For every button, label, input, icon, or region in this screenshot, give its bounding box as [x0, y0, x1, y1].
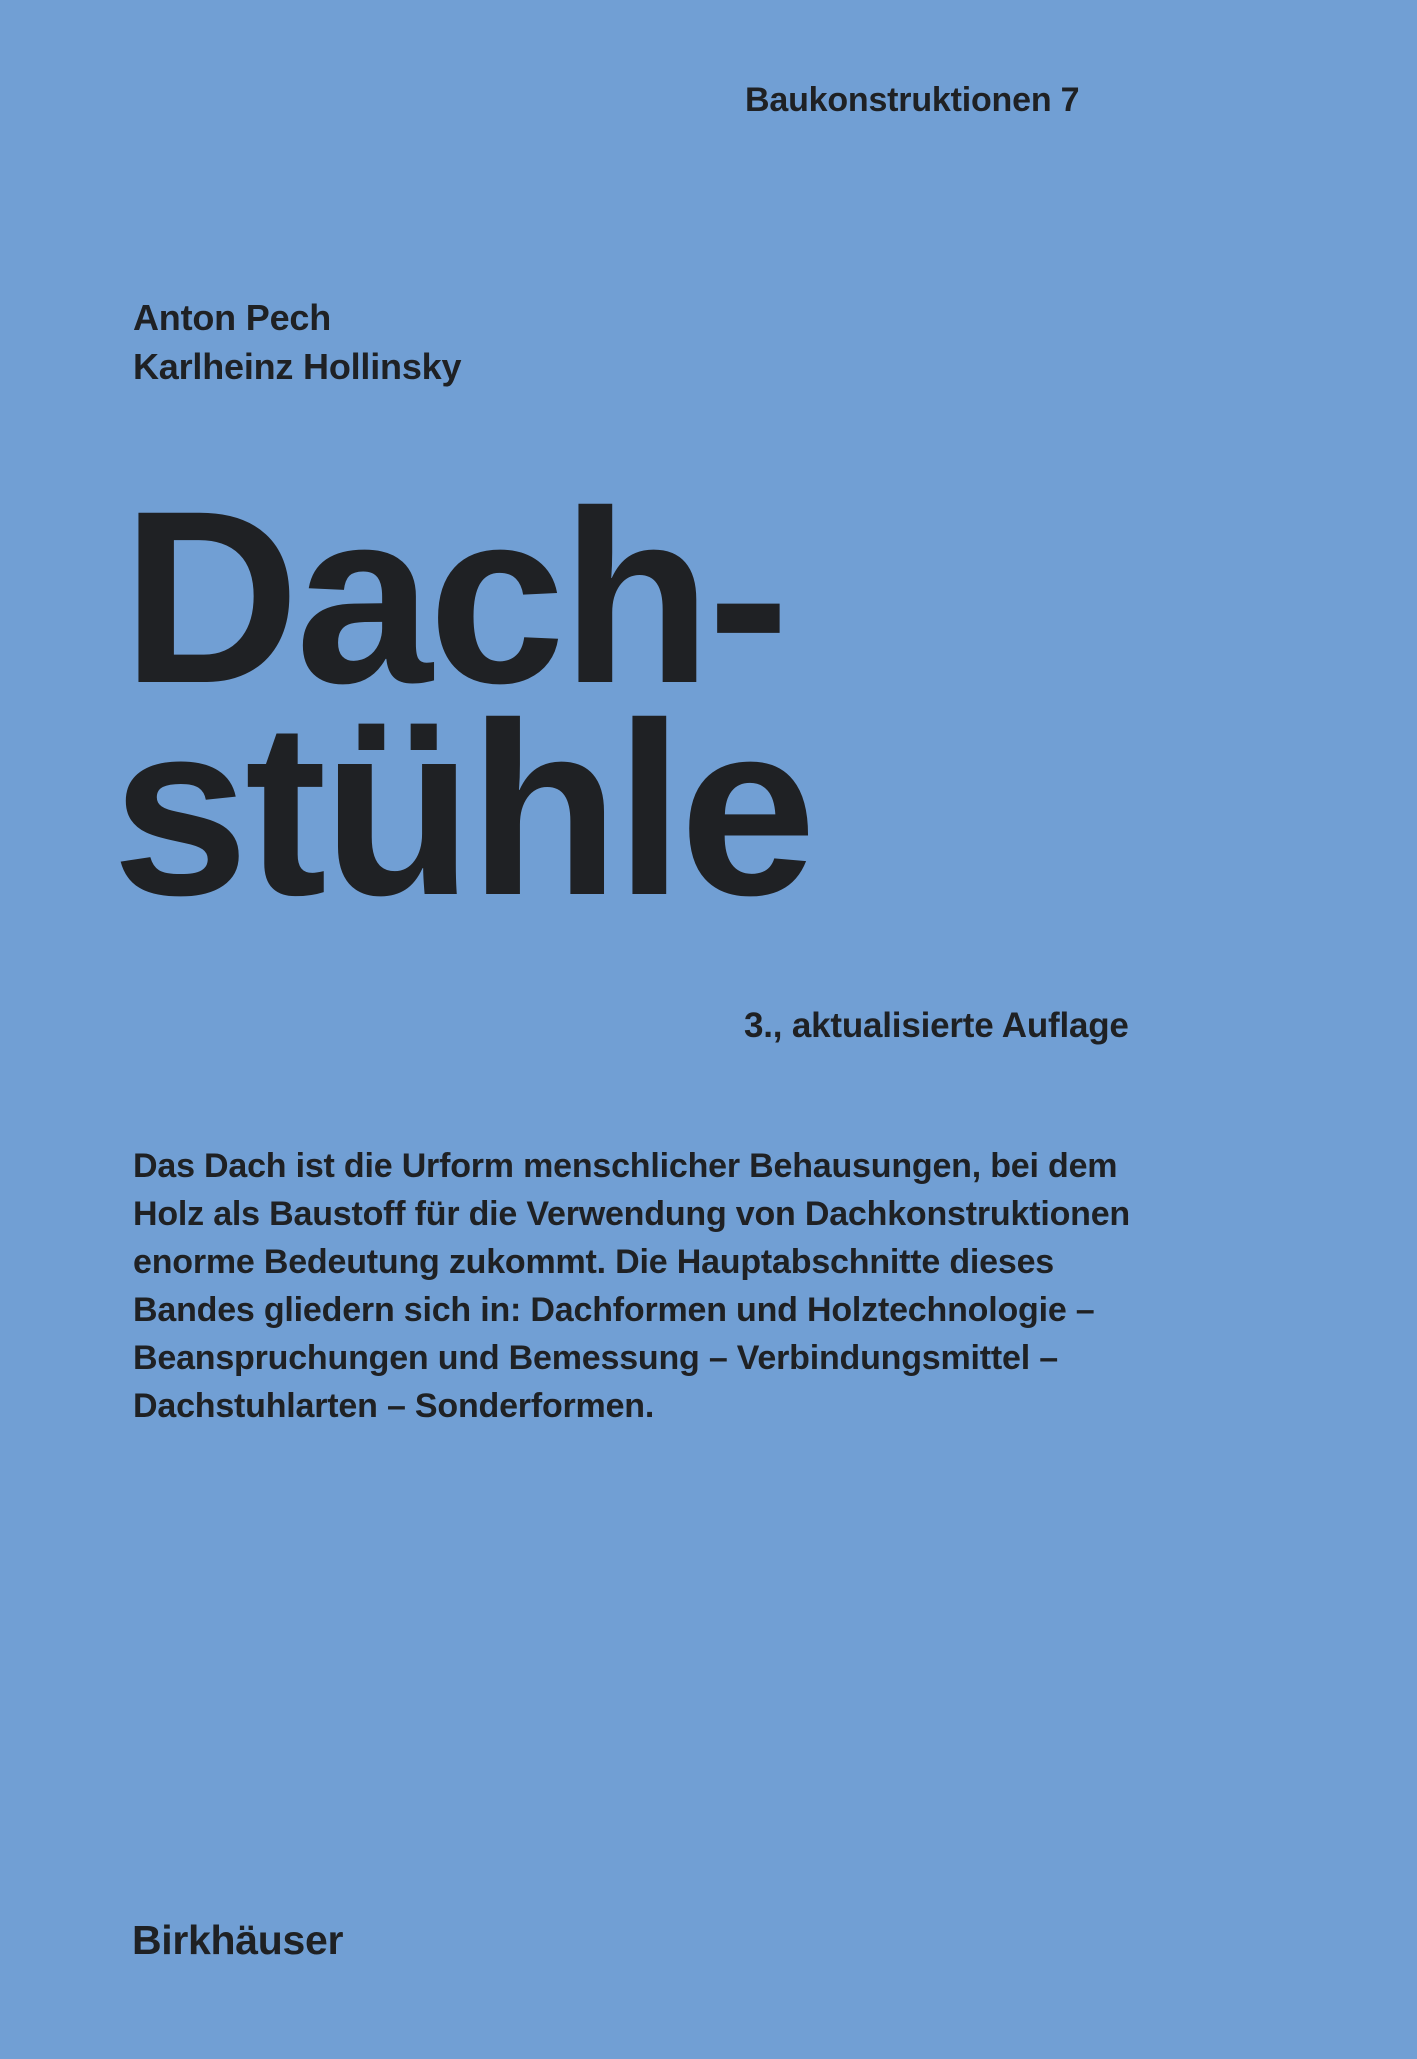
book-title-line-2: stühle	[112, 672, 813, 947]
author-name-1: Anton Pech	[133, 297, 332, 338]
publisher-logo-text: Birkhäuser	[132, 1917, 344, 1963]
description-line: Holz als Baustoff für die Verwendung von Dachkonstruktionen	[133, 1195, 1130, 1233]
author-block	[133, 293, 461, 391]
series-label: Baukonstruktionen 7	[745, 81, 1080, 119]
description-line: Dachstuhlarten – Sonderformen.	[133, 1387, 655, 1425]
description-line: enorme Bedeutung zukommt. Die Hauptabschnitte dieses	[133, 1243, 1054, 1281]
description-block	[133, 1142, 1130, 1430]
description-line: Bandes gliedern sich in: Dachformen und Holztechnologie –	[133, 1291, 1095, 1329]
description-line: Das Dach ist die Urform menschlicher Behausungen, bei dem	[133, 1147, 1118, 1185]
book-title-line-1: Dach-	[122, 460, 786, 735]
author-name-2: Karlheinz Hollinsky	[133, 346, 462, 387]
description-line: Beanspruchungen und Bemessung – Verbindungsmittel –	[133, 1339, 1058, 1377]
edition-label: 3., aktualisierte Auflage	[744, 1006, 1129, 1045]
